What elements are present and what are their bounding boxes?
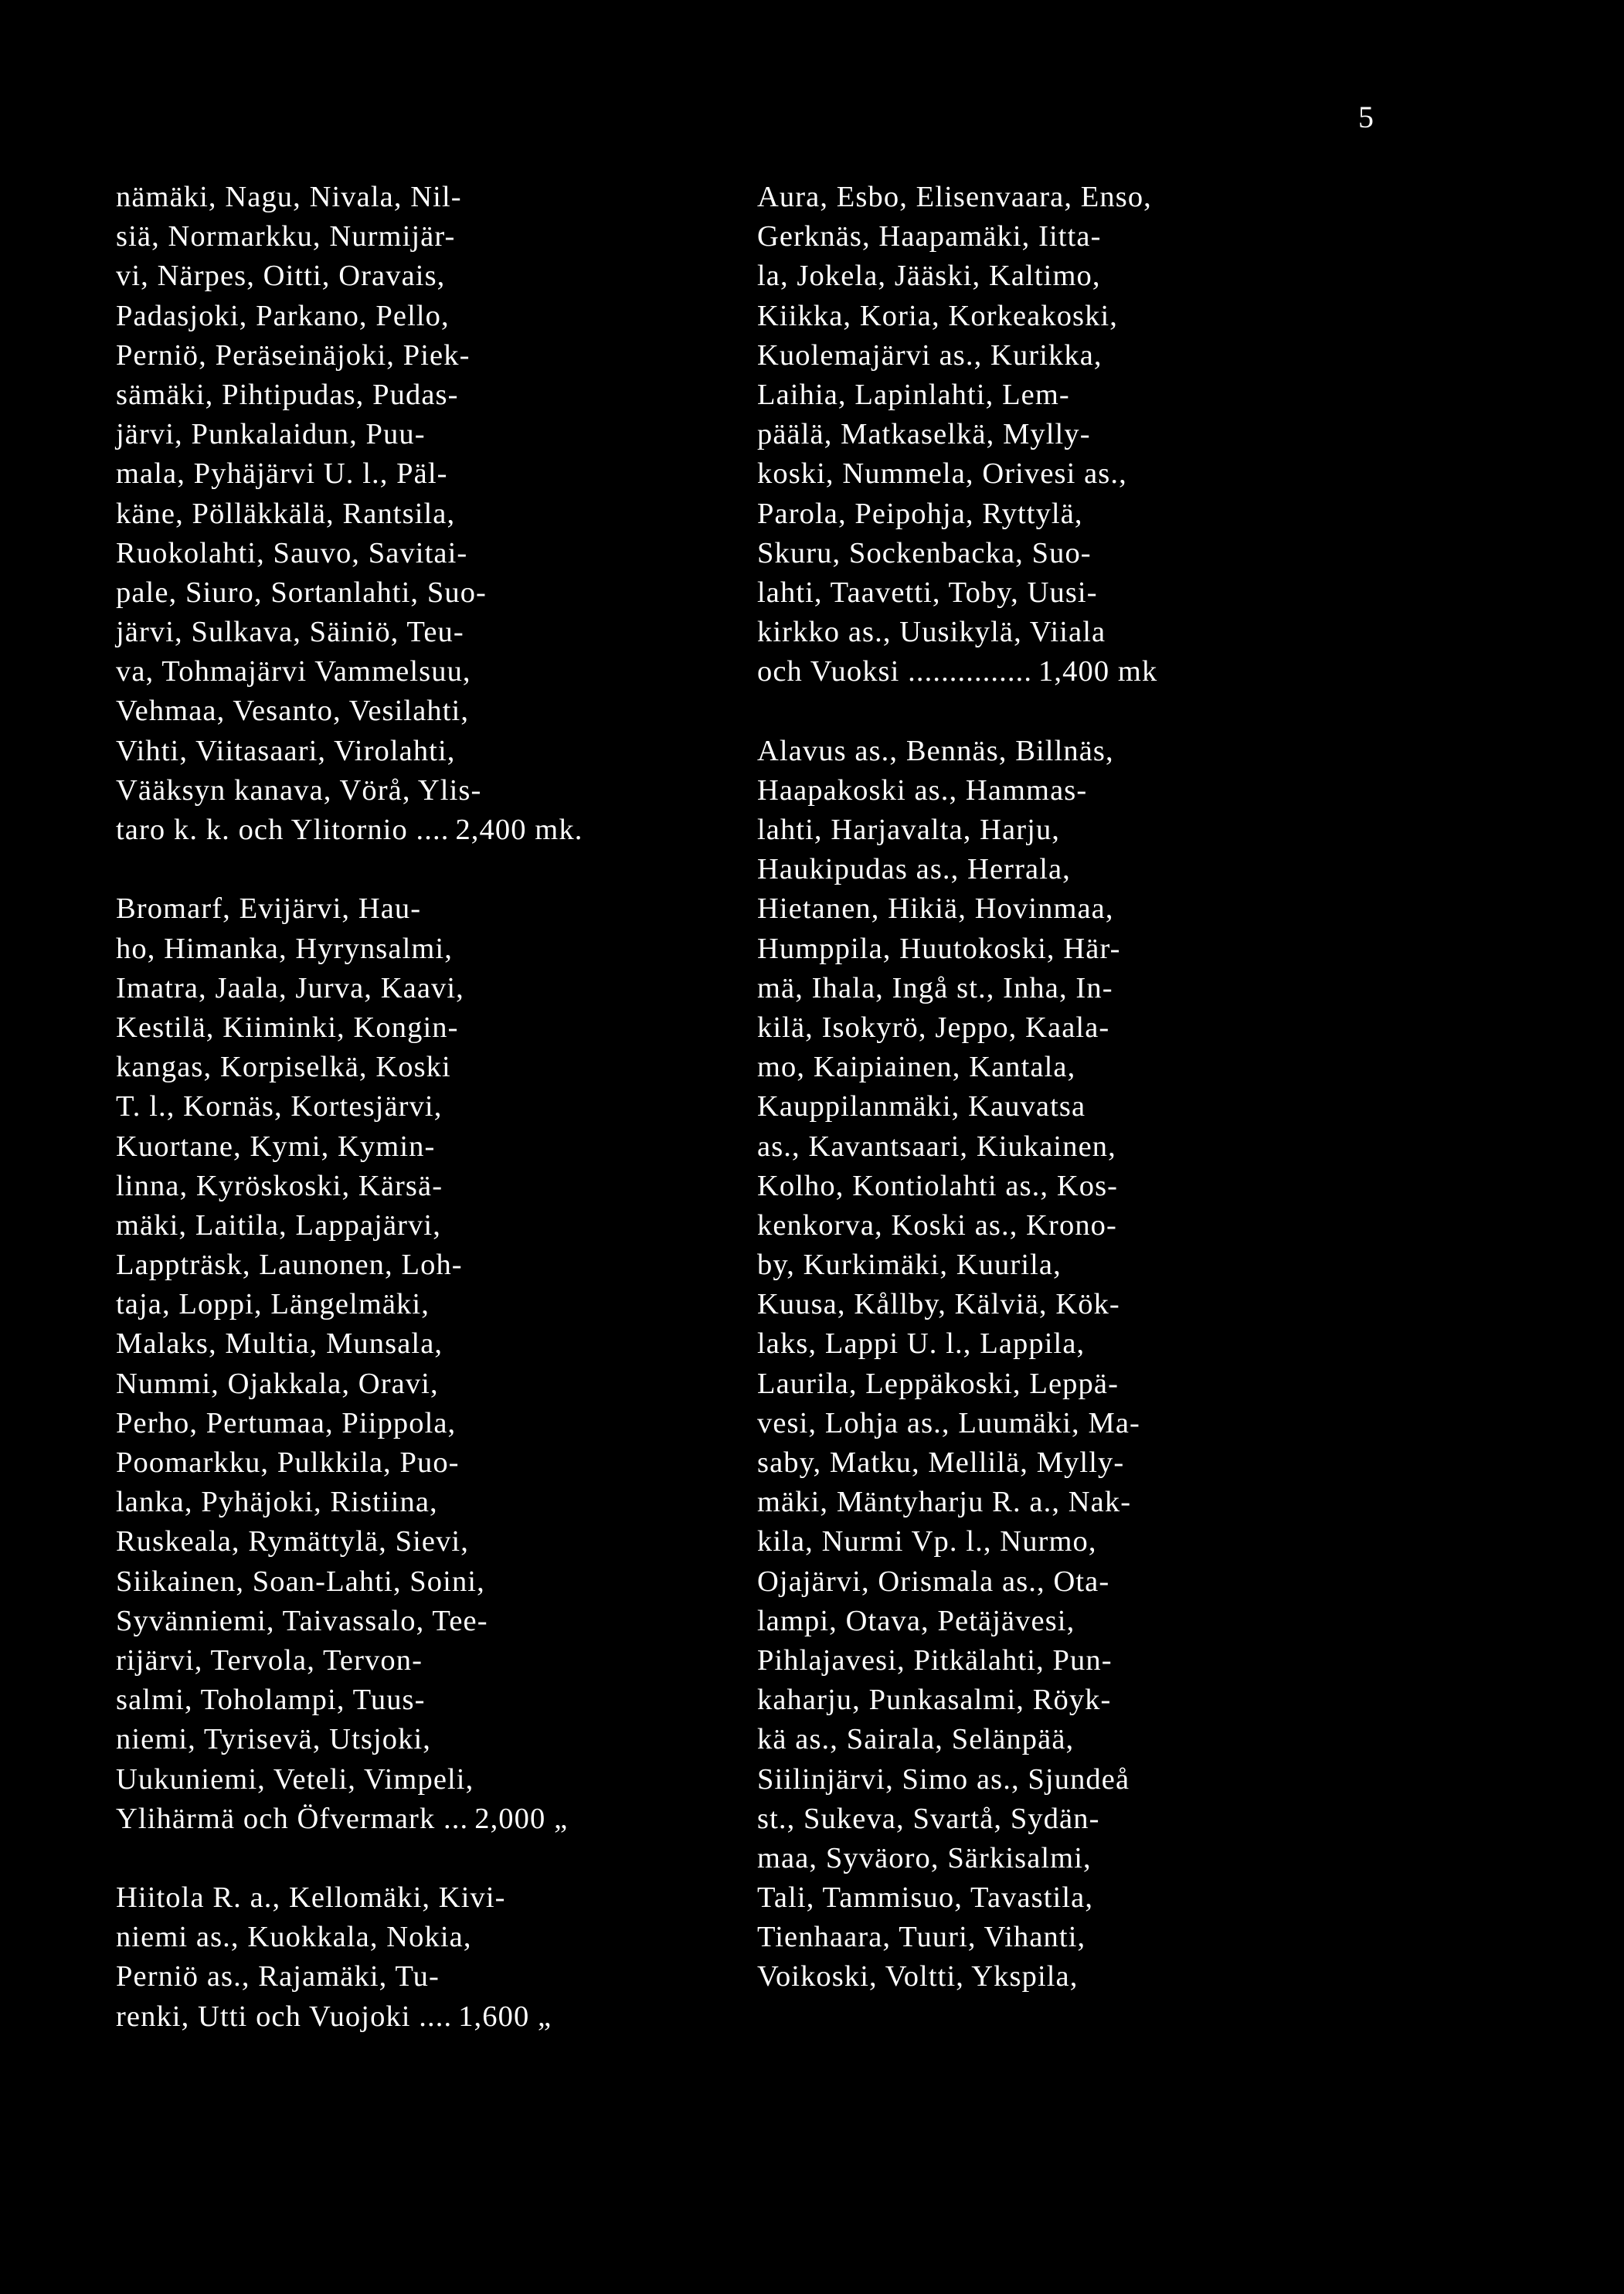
entry-line bbox=[116, 1127, 726, 1167]
entry-line-text: kä as., Sairala, Selänpää, bbox=[757, 1723, 1075, 1756]
entry-line-text: lampi, Otava, Petäjävesi, bbox=[757, 1604, 1075, 1637]
entry-line-text: Perniö as., Rajamäki, Tu- bbox=[116, 1960, 440, 1993]
entry-line bbox=[757, 573, 1414, 613]
entry-line-text: Kuolemajärvi as., Kurikka, bbox=[757, 338, 1102, 372]
entry-line bbox=[757, 613, 1414, 652]
entry-line-text: Hietanen, Hikiä, Hovinmaa, bbox=[757, 892, 1114, 926]
entry-line bbox=[116, 376, 726, 415]
entry-line-text: pale, Siuro, Sortanlahti, Suo- bbox=[116, 576, 487, 609]
entry-line bbox=[116, 732, 726, 771]
entry-line-text: Imatra, Jaala, Jurva, Kaavi, bbox=[116, 971, 464, 1004]
entry-line-text: by, Kurkimäki, Kuurila, bbox=[757, 1249, 1062, 1282]
entry-line-text: taro k. k. och Ylitornio .... bbox=[116, 814, 450, 846]
tariff-entry bbox=[116, 178, 726, 850]
entry-line-text: Perho, Pertumaa, Piippola, bbox=[116, 1406, 457, 1439]
entry-line-text: Siilinjärvi, Simo as., Sjundeå bbox=[757, 1762, 1130, 1796]
entry-line-text: Lappträsk, Launonen, Loh- bbox=[116, 1249, 463, 1282]
entry-line-text: sämäki, Pihtipudas, Pudas- bbox=[116, 378, 459, 411]
entry-spacer bbox=[116, 1839, 726, 1878]
entry-amount: 1,600 „ bbox=[458, 2000, 552, 2033]
entry-line-text: mo, Kaipiainen, Kantala, bbox=[757, 1051, 1076, 1084]
entry-line bbox=[757, 1918, 1414, 1957]
entry-line-text: T. l., Kornäs, Kortesjärvi, bbox=[116, 1090, 443, 1123]
entry-line-text: Aura, Esbo, Elisenvaara, Enso, bbox=[757, 181, 1152, 213]
entry-line bbox=[757, 652, 1414, 692]
entry-line bbox=[116, 1562, 726, 1602]
entry-amount: 2,400 mk. bbox=[455, 814, 583, 846]
entry-amount: 2,000 „ bbox=[474, 1802, 569, 1835]
entry-line bbox=[757, 454, 1414, 494]
entry-line bbox=[116, 415, 726, 454]
entry-line bbox=[757, 217, 1414, 257]
entry-line-text: Padasjoki, Parkano, Pello, bbox=[116, 299, 450, 332]
entry-line-text: la, Jokela, Jääski, Kaltimo, bbox=[757, 260, 1101, 293]
entry-line-text: laks, Lappi U. l., Lappila, bbox=[757, 1327, 1085, 1361]
entry-line bbox=[757, 969, 1414, 1008]
entry-line-text: mä, Ihala, Ingå st., Inha, In- bbox=[757, 971, 1113, 1004]
entry-line-text: kirkko as., Uusikylä, Viiala bbox=[757, 616, 1106, 649]
entry-line-text: Laihia, Lapinlahti, Lem- bbox=[757, 378, 1070, 411]
entry-line bbox=[116, 929, 726, 969]
entry-line bbox=[116, 1720, 726, 1759]
entry-line bbox=[116, 1878, 726, 1918]
entry-line-text: Haukipudas as., Herrala, bbox=[757, 853, 1071, 886]
entry-line-text: kaharju, Punkasalmi, Röyk- bbox=[757, 1684, 1112, 1717]
entry-line-text: Laurila, Leppäkoski, Leppä- bbox=[757, 1367, 1119, 1400]
entry-line bbox=[757, 1443, 1414, 1483]
entry-line-text: Kuusa, Kållby, Kälviä, Kök- bbox=[757, 1288, 1120, 1321]
entry-line bbox=[757, 1324, 1414, 1364]
entry-line bbox=[757, 850, 1414, 889]
entry-line-text: Vääksyn kanava, Vörå, Ylis- bbox=[116, 773, 482, 807]
entry-line-text: lahti, Harjavalta, Harju, bbox=[757, 814, 1061, 846]
entry-line-text: Bromarf, Evijärvi, Hau- bbox=[116, 892, 422, 926]
entry-line bbox=[116, 1443, 726, 1483]
entry-line bbox=[757, 1246, 1414, 1285]
entry-line-text: Kuortane, Kymi, Kymin- bbox=[116, 1130, 436, 1163]
entry-line-text: Hiitola R. a., Kellomäki, Kivi- bbox=[116, 1881, 506, 1915]
page-number: 5 bbox=[1358, 100, 1374, 134]
entry-line bbox=[757, 1087, 1414, 1127]
entry-line bbox=[116, 1641, 726, 1681]
entry-line-text: lanka, Pyhäjoki, Ristiina, bbox=[116, 1486, 438, 1519]
entry-line bbox=[757, 178, 1414, 217]
entry-line-text: ho, Himanka, Hyrynsalmi, bbox=[116, 932, 453, 965]
entry-line bbox=[757, 1878, 1414, 1918]
tariff-entry bbox=[757, 178, 1414, 692]
entry-spacer bbox=[757, 692, 1414, 731]
entry-line bbox=[116, 1246, 726, 1285]
entry-line bbox=[116, 217, 726, 257]
entry-spacer bbox=[116, 850, 726, 889]
entry-line bbox=[116, 1522, 726, 1562]
entry-line bbox=[116, 573, 726, 613]
entry-line-text: Ylihärmä och Öfvermark ... bbox=[116, 1802, 469, 1835]
entry-line bbox=[116, 454, 726, 494]
entry-line-text: vesi, Lohja as., Luumäki, Ma- bbox=[757, 1406, 1140, 1439]
entry-line bbox=[116, 336, 726, 376]
entry-line bbox=[116, 1167, 726, 1206]
entry-line-text: Ruokolahti, Sauvo, Savitai- bbox=[116, 536, 468, 569]
entry-line bbox=[757, 1760, 1414, 1800]
entry-line bbox=[116, 1008, 726, 1048]
entry-line-text: kila, Nurmi Vp. l., Nurmo, bbox=[757, 1525, 1097, 1558]
entry-line-text: rijärvi, Tervola, Tervon- bbox=[116, 1643, 423, 1677]
entry-line bbox=[116, 1206, 726, 1246]
entry-line-text: va, Tohmajärvi Vammelsuu, bbox=[116, 655, 471, 688]
entry-line bbox=[116, 494, 726, 534]
entry-line-text: saby, Matku, Mellilä, Mylly- bbox=[757, 1446, 1125, 1479]
entry-line bbox=[757, 1800, 1414, 1839]
entry-line-text: Gerknäs, Haapamäki, Iitta- bbox=[757, 220, 1102, 253]
entry-line-text: Vihti, Viitasaari, Virolahti, bbox=[116, 734, 456, 767]
entry-line bbox=[757, 534, 1414, 573]
entry-line-text: maa, Syväoro, Särkisalmi, bbox=[757, 1841, 1092, 1874]
entry-line-text: renki, Utti och Vuojoki .... bbox=[116, 2000, 453, 2033]
entry-line bbox=[116, 889, 726, 929]
left-column bbox=[116, 178, 726, 2037]
entry-line-text: Haapakoski as., Hammas- bbox=[757, 773, 1088, 807]
entry-line-text: Malaks, Multia, Munsala, bbox=[116, 1327, 443, 1361]
entry-line-text: salmi, Toholampi, Tuus- bbox=[116, 1684, 426, 1717]
entry-line bbox=[757, 336, 1414, 376]
entry-line-text: niemi as., Kuokkala, Nokia, bbox=[116, 1921, 472, 1954]
entry-line bbox=[757, 889, 1414, 929]
entry-line bbox=[757, 1127, 1414, 1167]
entry-line bbox=[116, 1285, 726, 1324]
entry-line bbox=[757, 1957, 1414, 1997]
entry-line-text: Tali, Tammisuo, Tavastila, bbox=[757, 1881, 1094, 1915]
entry-line-text: Tienhaara, Tuuri, Vihanti, bbox=[757, 1921, 1086, 1954]
entry-line bbox=[116, 811, 726, 850]
entry-line-text: kilä, Isokyrö, Jeppo, Kaala- bbox=[757, 1011, 1110, 1044]
entry-line-text: mäki, Laitila, Lappajärvi, bbox=[116, 1208, 441, 1242]
entry-line-text: päälä, Matkaselkä, Mylly- bbox=[757, 418, 1091, 451]
entry-line-text: koski, Nummela, Orivesi as., bbox=[757, 457, 1127, 491]
entry-line-text: vi, Närpes, Oitti, Oravais, bbox=[116, 260, 446, 293]
entry-line bbox=[116, 1760, 726, 1800]
entry-line bbox=[116, 1602, 726, 1641]
entry-line-text: käne, Pölläkkälä, Rantsila, bbox=[116, 497, 456, 530]
entry-line bbox=[757, 1483, 1414, 1522]
entry-line-text: Siikainen, Soan-Lahti, Soini, bbox=[116, 1565, 485, 1598]
entry-line-text: taja, Loppi, Längelmäki, bbox=[116, 1288, 430, 1321]
entry-line-text: Skuru, Sockenbacka, Suo- bbox=[757, 536, 1092, 569]
entry-line bbox=[116, 1800, 726, 1839]
entry-line bbox=[757, 257, 1414, 296]
entry-line bbox=[116, 1957, 726, 1997]
entry-line bbox=[116, 1918, 726, 1957]
entry-line-text: Ojajärvi, Orismala as., Ota- bbox=[757, 1565, 1110, 1598]
entry-line bbox=[757, 1285, 1414, 1324]
entry-line-text: mäki, Mäntyharju R. a., Nak- bbox=[757, 1486, 1132, 1519]
entry-line bbox=[757, 732, 1414, 771]
entry-line-text: siä, Normarkku, Nurmijär- bbox=[116, 220, 456, 253]
entry-line bbox=[116, 534, 726, 573]
entry-line-text: Kiikka, Koria, Korkeakoski, bbox=[757, 299, 1118, 332]
entry-line bbox=[757, 1365, 1414, 1404]
entry-line bbox=[116, 1087, 726, 1127]
entry-line bbox=[757, 494, 1414, 534]
entry-line bbox=[116, 652, 726, 692]
entry-line bbox=[116, 297, 726, 336]
entry-line-text: Nummi, Ojakkala, Oravi, bbox=[116, 1367, 439, 1400]
entry-line bbox=[116, 1681, 726, 1720]
entry-line bbox=[116, 969, 726, 1008]
entry-line-text: lahti, Taavetti, Toby, Uusi- bbox=[757, 576, 1098, 609]
entry-line bbox=[116, 257, 726, 296]
entry-line bbox=[757, 376, 1414, 415]
entry-line bbox=[116, 1365, 726, 1404]
entry-amount: 1,400 mk bbox=[1038, 655, 1158, 688]
entry-line-text: st., Sukeva, Svartå, Sydän- bbox=[757, 1802, 1100, 1835]
entry-line-text: Kauppilanmäki, Kauvatsa bbox=[757, 1090, 1086, 1123]
entry-line bbox=[757, 1641, 1414, 1681]
entry-line bbox=[757, 415, 1414, 454]
entry-line bbox=[757, 1008, 1414, 1048]
entry-line-text: linna, Kyröskoski, Kärsä- bbox=[116, 1169, 443, 1202]
entry-line-text: Kestilä, Kiiminki, Kongin- bbox=[116, 1011, 459, 1044]
tariff-entry bbox=[116, 889, 726, 1839]
entry-line bbox=[757, 1720, 1414, 1759]
tariff-entry bbox=[757, 732, 1414, 1997]
entry-line-text: och Vuoksi ............... bbox=[757, 655, 1033, 688]
entry-line bbox=[757, 811, 1414, 850]
entry-line bbox=[116, 1483, 726, 1522]
entry-line-text: Syvänniemi, Taivassalo, Tee- bbox=[116, 1604, 488, 1637]
entry-line bbox=[116, 613, 726, 652]
entry-line bbox=[757, 1562, 1414, 1602]
entry-line-text: Uukuniemi, Veteli, Vimpeli, bbox=[116, 1762, 474, 1796]
entry-line-text: Voikoski, Voltti, Ykspila, bbox=[757, 1960, 1079, 1993]
entry-line-text: järvi, Sulkava, Säiniö, Teu- bbox=[116, 616, 464, 649]
entry-line-text: kangas, Korpiselkä, Koski bbox=[116, 1051, 451, 1084]
entry-line bbox=[757, 1404, 1414, 1443]
entry-line bbox=[757, 929, 1414, 969]
entry-line bbox=[757, 771, 1414, 811]
entry-line bbox=[116, 178, 726, 217]
entry-line bbox=[116, 1324, 726, 1364]
entry-line-text: Alavus as., Bennäs, Billnäs, bbox=[757, 734, 1114, 767]
entry-line bbox=[116, 1997, 726, 2037]
entry-line bbox=[757, 1048, 1414, 1087]
entry-line-text: Pihlajavesi, Pitkälahti, Pun- bbox=[757, 1643, 1113, 1677]
entry-line-text: as., Kavantsaari, Kiukainen, bbox=[757, 1130, 1116, 1163]
entry-line-text: niemi, Tyrisevä, Utsjoki, bbox=[116, 1723, 431, 1756]
entry-line bbox=[757, 297, 1414, 336]
entry-line-text: Perniö, Peräseinäjoki, Piek- bbox=[116, 338, 471, 372]
entry-line bbox=[116, 1048, 726, 1087]
entry-line bbox=[757, 1167, 1414, 1206]
entry-line-text: Parola, Peipohja, Ryttylä, bbox=[757, 497, 1083, 530]
entry-line bbox=[116, 1404, 726, 1443]
entry-line-text: järvi, Punkalaidun, Puu- bbox=[116, 418, 426, 451]
entry-line bbox=[116, 692, 726, 731]
entry-line bbox=[116, 771, 726, 811]
entry-line bbox=[757, 1206, 1414, 1246]
entry-line-text: Kolho, Kontiolahti as., Kos- bbox=[757, 1169, 1119, 1202]
tariff-entry bbox=[116, 1878, 726, 2037]
entry-line bbox=[757, 1522, 1414, 1562]
entry-line bbox=[757, 1839, 1414, 1878]
entry-line-text: Vehmaa, Vesanto, Vesilahti, bbox=[116, 695, 470, 728]
entry-line bbox=[757, 1681, 1414, 1720]
entry-line-text: Humppila, Huutokoski, Här- bbox=[757, 932, 1121, 965]
entry-line-text: kenkorva, Koski as., Krono- bbox=[757, 1208, 1117, 1242]
entry-line-text: nämäki, Nagu, Nivala, Nil- bbox=[116, 181, 462, 213]
entry-line-text: mala, Pyhäjärvi U. l., Päl- bbox=[116, 457, 448, 491]
entry-line-text: Ruskeala, Rymättylä, Sievi, bbox=[116, 1525, 469, 1558]
entry-line bbox=[757, 1602, 1414, 1641]
entry-line-text: Poomarkku, Pulkkila, Puo- bbox=[116, 1446, 460, 1479]
right-column bbox=[757, 178, 1414, 1997]
